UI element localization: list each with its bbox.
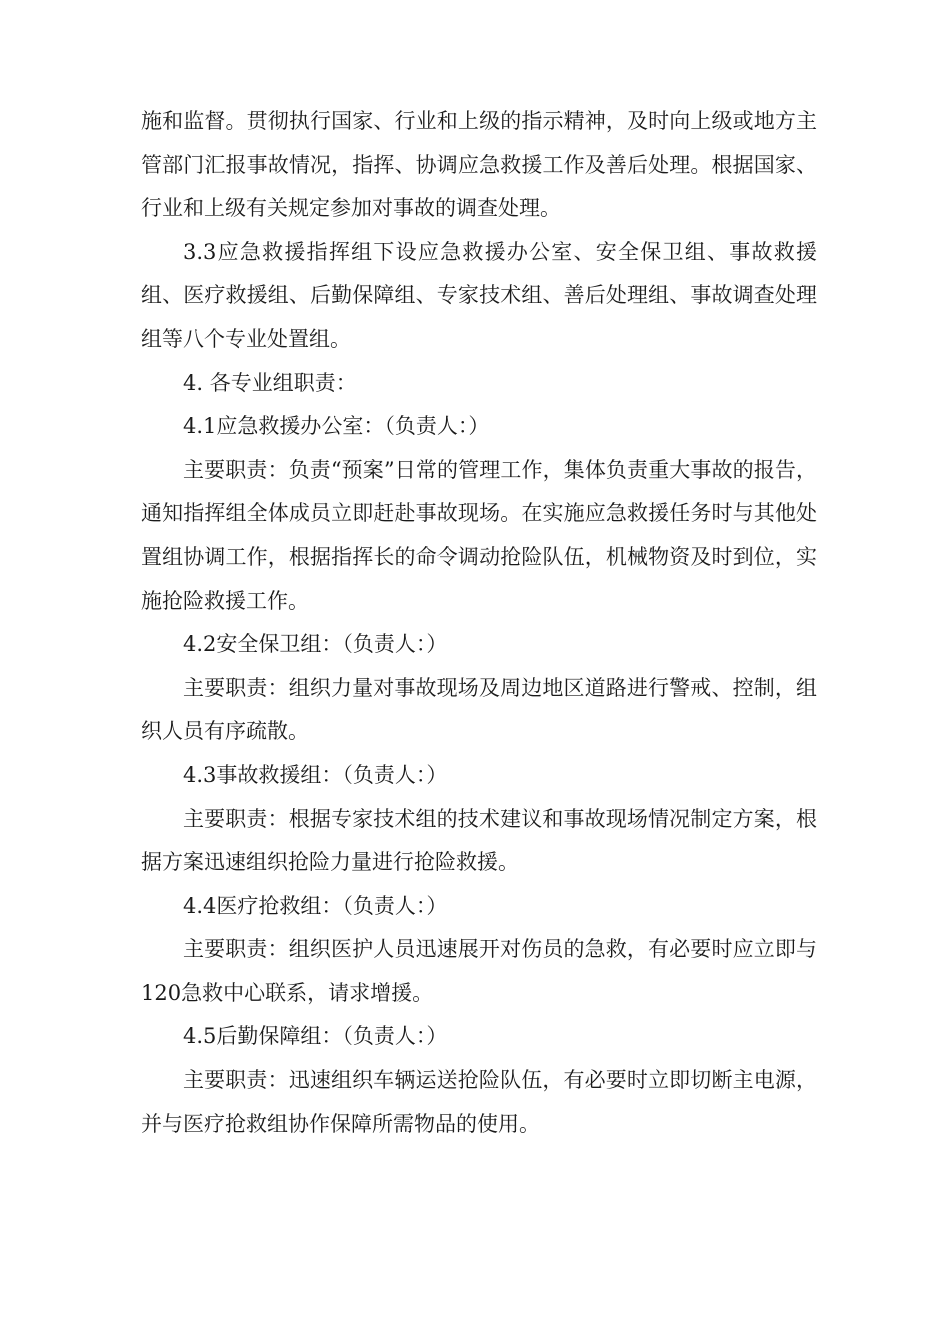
document-body	[141, 100, 817, 1146]
subsection-heading-4-4: 4.4医疗抢救组：（负责人：）	[183, 893, 448, 918]
subsection-heading-4-5: 4.5后勤保障组：（负责人：）	[183, 1024, 448, 1049]
subsection-heading-4-3: 4.3事故救援组：（负责人：）	[183, 762, 448, 787]
duties-paragraph-4-2: 主要职责：组织力量对事故现场及周边地区道路进行警戒、控制，组织人员有序疏散。	[141, 675, 817, 744]
section-heading-4: 4. 各专业组职责：	[183, 370, 357, 395]
subsection-heading-4-1: 4.1应急救援办公室：（负责人：）	[183, 414, 490, 439]
paragraph-3-3: 3.3应急救援指挥组下设应急救援办公室、安全保卫组、事故救援组、医疗救援组、后勤保障组、专家技术组、善后处理组、事故调查处理组等八个专业处置组。	[141, 239, 817, 351]
duties-paragraph-4-5: 主要职责：迅速组织车辆运送抢险队伍，有必要时立即切断主电源，并与医疗抢救组协作保障所需物品的使用。	[141, 1068, 817, 1136]
paragraph-continuation: 施和监督。贯彻执行国家、行业和上级的指示精神，及时向上级或地方主管部门汇报事故情况，指挥、协调应急救援工作及善后处理。根据国家、行业和上级有关规定参加对事故的调查处理。	[141, 109, 817, 221]
duties-paragraph-4-3: 主要职责：根据专家技术组的技术建议和事故现场情况制定方案，根据方案迅速组织抢险力量进行抢险救援。	[141, 806, 817, 875]
duties-paragraph-4-1: 主要职责：负责“预案”日常的管理工作，集体负责重大事故的报告，通知指挥组全体成员立即赶赴事故现场。在实施应急救援任务时与其他处置组协调工作，根据指挥长的命令调动抢险队伍，机械物资及时到位，实施抢险救援工作。	[141, 457, 817, 613]
subsection-heading-4-2: 4.2安全保卫组：（负责人：）	[183, 632, 448, 657]
duties-paragraph-4-4: 主要职责：组织医护人员迅速展开对伤员的急救，有必要时应立即与120急救中心联系，请求增援。	[141, 937, 817, 1005]
